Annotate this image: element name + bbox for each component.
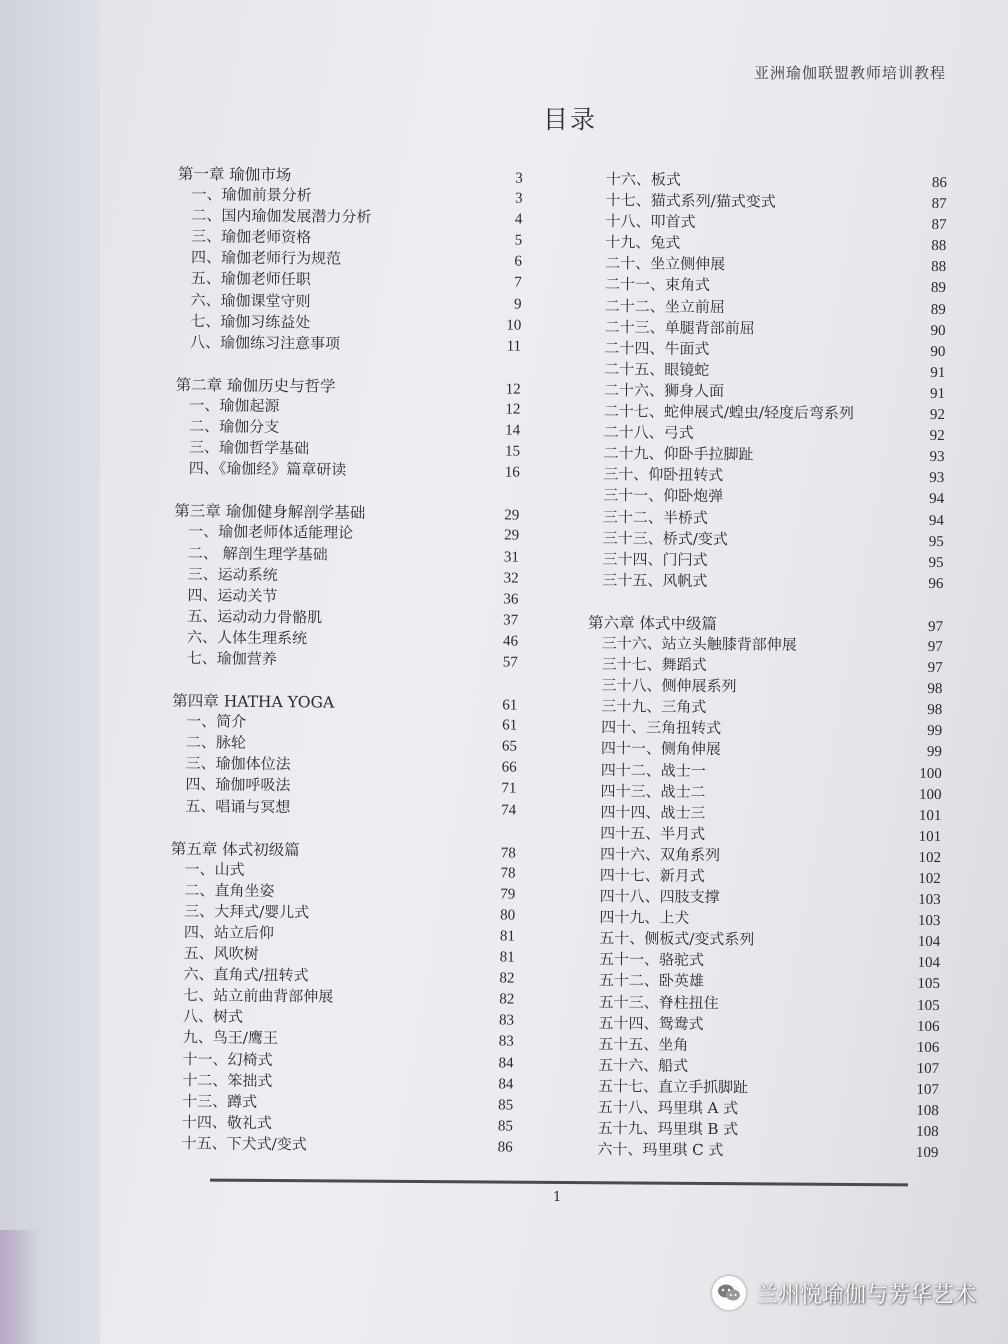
toc-entry-title: 二、国内瑜伽发展潜力分析 [191,206,372,227]
toc-entry-title: 三十七、舞蹈式 [601,655,707,675]
toc-entry-title: 三十、仰卧扭转式 [603,465,724,485]
toc-entry-page: 71 [501,780,517,798]
toc-entry-title: 五十一、骆驼式 [599,950,705,970]
toc-entry-title: 第二章 瑜伽历史与哲学 [175,375,336,396]
toc-entry-page: 86 [931,174,947,192]
toc-entry [592,168,947,192]
toc-entry-title: 十八、叩首式 [605,212,696,232]
toc-entry [173,647,518,672]
toc-entry-page: 89 [930,301,946,318]
toc-entry [584,1033,939,1057]
toc-entry-page: 78 [500,845,516,862]
toc-entry-page: 100 [919,765,942,782]
toc-entry-title: 四十七、新月式 [599,866,705,886]
toc-entry-title: 三、大拜式/婴儿式 [184,902,310,922]
toc-entry-page: 80 [500,907,516,924]
toc-entry-page: 96 [928,575,944,592]
toc-entry-title: 五十八、玛里琪 A 式 [597,1098,739,1118]
toc-entry-title: 二十七、蛇伸展式/蝗虫/轻度后弯系列 [603,402,855,423]
toc-entry-page: 88 [931,238,947,255]
toc-entry [587,737,942,761]
toc-entry-page: 90 [930,322,946,339]
toc-entry-title: 十五、下犬式/变式 [181,1134,307,1154]
toc-entry-title: 十二、笨拙式 [182,1070,273,1090]
toc-entry-title: 第三章 瑜伽健身解剖学基础 [174,502,366,523]
toc-entry-page: 3 [515,170,523,187]
toc-entry [586,780,941,804]
toc-entry [587,759,942,783]
toc-entry-page: 3 [515,190,523,207]
toc-entry-page: 6 [514,253,523,270]
toc-entry-page: 94 [928,512,945,529]
toc-entry-title: 四十二、战士一 [600,760,706,780]
toc-entry-page: 4 [514,211,523,228]
toc-entry-title: 一、瑜伽老师体适能理论 [188,522,354,543]
toc-entry-page: 106 [916,1018,940,1035]
toc-entry [591,316,946,340]
toc-entry-page: 108 [916,1102,939,1120]
spine-shadow [0,1230,40,1344]
toc-entry-title: 二、瑜伽分支 [189,417,280,437]
running-header: 亚洲瑜伽联盟教师培训教程 [753,64,946,82]
toc-entry [591,231,946,255]
toc-entry-page: 14 [505,422,521,439]
toc-entry-title: 四、《瑜伽经》篇章研读 [188,459,347,479]
toc-entry [590,337,945,361]
toc-entry-page: 84 [498,1076,514,1093]
toc-entry-page: 101 [918,807,942,824]
toc-entry-page: 61 [502,697,518,714]
toc-entry [586,801,941,825]
toc-entry-title: 四十五、半月式 [600,823,706,843]
watermark-text: 兰州悦瑜伽与芳华艺术 [755,1282,976,1308]
toc-entry-page: 32 [503,570,519,587]
toc-entry-page: 31 [503,548,519,566]
toc-entry-page: 29 [504,507,520,524]
toc-entry-page: 108 [916,1123,939,1141]
toc-entry-page: 82 [499,970,515,987]
toc-entry-page: 37 [503,612,519,629]
toc-entry [589,442,944,466]
toc-entry-title: 九、鸟王/鹰王 [182,1028,278,1048]
toc-entry [168,1132,513,1157]
toc-entry-page: 105 [917,976,940,993]
toc-entry-title: 十六、板式 [605,170,681,189]
toc-entry-title: 第六章 体式中级篇 [587,613,718,633]
toc-entry-title: 二十一、束角式 [604,275,711,295]
toc-entry-title: 二十六、狮身人面 [603,381,725,401]
toc-entry-title: 二、直角坐姿 [184,880,275,900]
toc-entry-title: 二十四、牛面式 [604,338,710,358]
toc-entry-title: 六、瑜伽课堂守则 [190,290,311,310]
toc-entry-title: 五十二、卧英雄 [598,971,704,991]
toc-entry-title: 四十六、双角系列 [599,845,721,865]
toc-entry-page: 89 [930,280,947,297]
toc-entry-title: 二十三、单腿背部前屈 [604,317,755,338]
toc-entry-title: 四十八、四肢支撑 [599,887,720,907]
toc-entry-title: 十七、猫式系列/猫式变式 [605,191,776,211]
toc-entry-page: 93 [929,449,945,466]
toc-entry-title: 五十九、玛里琪 B 式 [597,1119,739,1139]
toc-entry [586,822,941,846]
toc-entry-title: 七、站立前曲背部伸展 [183,986,334,1006]
toc-entry-page: 91 [930,364,946,381]
toc-entry-title: 三、运动系统 [187,564,278,584]
footer-rule [210,1179,908,1187]
toc-entry-title: 四、瑜伽呼吸法 [185,775,291,795]
toc-entry-title: 三十三、桥式/变式 [602,528,728,548]
toc-entry-title: 二十九、仰卧手拉脚趾 [603,444,754,464]
toc-entry-page: 88 [931,259,947,276]
toc-entry-title: 十一、幻椅式 [182,1049,273,1069]
toc-entry-page: 102 [918,870,941,888]
toc-entry-title: 一、简介 [186,712,247,731]
toc-entry-title: 八、瑜伽练习注意事项 [190,332,341,353]
toc-entry-title: 六、直角式/扭转式 [183,965,309,985]
toc-entry-page: 15 [504,443,521,460]
toc-entry-title: 四、运动关节 [187,585,278,605]
toc-entry-title: 五、唱诵与冥想 [185,796,291,816]
toc-entry-title: 四十九、上犬 [599,908,690,928]
toc-entry-page: 12 [505,381,521,398]
toc-entry-page: 11 [506,338,522,355]
toc-entry-page: 106 [916,1039,940,1056]
toc-entry-page: 105 [917,997,940,1014]
toc-entry [587,716,942,740]
toc-right-column [583,168,947,1162]
toc-entry-title: 二、 解剖生理学基础 [187,543,328,564]
toc-entry-page: 74 [501,801,517,819]
watermark [712,1276,976,1310]
toc-entry-page: 57 [502,654,518,671]
toc-entry-page: 94 [929,491,945,508]
page-number: 1 [553,1190,562,1205]
toc-entry-page: 81 [499,928,515,945]
toc-entry-page: 103 [917,913,941,930]
toc-entry-page: 98 [927,681,943,698]
toc-entry [590,400,945,424]
toc-entry [588,632,943,656]
toc-entry [585,991,940,1015]
toc-entry-title: 第四章 HATHA YOGA [172,692,335,712]
toc-entry-page: 12 [505,401,521,418]
toc-entry-page: 87 [931,196,947,213]
toc-entry-page: 97 [927,660,943,677]
toc-entry-title: 四十三、战士二 [600,781,706,801]
toc-entry [588,569,943,593]
toc-entry-page: 66 [501,759,517,776]
toc-entry-title: 二十五、眼镜蛇 [604,359,710,379]
toc-entry-title: 三、瑜伽哲学基础 [188,438,310,458]
toc-entry [590,379,945,403]
toc-entry-page: 81 [499,949,515,966]
toc-entry-title: 五十、侧板式/变式系列 [599,929,755,949]
toc-entry-page: 61 [502,717,518,734]
toc-entry-title: 第一章 瑜伽市场 [177,164,292,185]
toc-entry-page: 101 [918,828,942,845]
toc-entry-page: 85 [497,1118,514,1135]
toc-entry-title: 第五章 体式初级篇 [170,839,300,859]
toc-entry-page: 99 [926,744,942,761]
toc-entry-title: 四十、三角扭转式 [601,718,722,738]
toc-entry [590,358,945,382]
toc-entry-page: 46 [502,633,519,650]
toc-entry-title: 三十五、风帆式 [602,570,708,590]
toc-entry-title: 六十、玛里琪 C 式 [597,1140,724,1160]
toc-entry-title: 八、树式 [182,1007,244,1027]
toc-entry-page: 109 [915,1145,939,1162]
toc-entry [586,843,941,867]
toc-entry [583,1138,938,1162]
toc-entry-page: 36 [503,591,519,608]
toc-entry [592,189,947,213]
toc-entry [584,1075,939,1099]
toc-entry [587,695,942,719]
toc-entry-page: 78 [500,865,516,882]
toc-entry-page: 9 [513,296,522,313]
toc-entry-page: 29 [504,527,520,544]
toc-entry-title: 十九、兔式 [605,233,681,253]
toc-entry-page: 83 [498,1012,515,1029]
toc-entry-page: 90 [930,343,946,360]
page-title: 目录 [542,105,597,134]
toc-entry-page: 95 [928,533,944,550]
toc-entry-title: 五、风吹树 [183,944,259,963]
toc-entry-page: 97 [927,618,944,635]
toc-entry-title: 五十五、坐角 [598,1034,689,1054]
toc-entry-title: 三十八、侧伸展系列 [601,676,737,696]
toc-entry-title: 七、瑜伽营养 [186,649,277,669]
toc-entry-page: 79 [500,886,516,903]
toc-entry-page: 95 [928,554,944,571]
toc-entry-title: 五十三、脊柱扭住 [598,992,719,1012]
toc-entry-title: 四、站立后仰 [183,923,275,943]
toc-entry [591,252,946,276]
toc-entry-page: 87 [931,217,947,234]
toc-entry-page: 103 [918,891,941,909]
toc-entry [584,1096,939,1120]
toc-chapter-entry [588,611,943,635]
toc-entry-page: 107 [916,1081,940,1099]
toc-entry-title: 三、瑜伽体位法 [185,754,291,774]
toc-entry-title: 三十一、仰卧炮弹 [603,486,724,506]
toc-entry-title: 一、瑜伽起源 [189,396,280,416]
toc-entry-page: 86 [497,1139,513,1156]
toc-entry [587,674,942,698]
toc-entry-title: 三、瑜伽老师资格 [191,227,312,247]
toc-entry [584,1054,939,1078]
toc-entry-title: 三十六、站立头触膝背部伸展 [601,634,797,654]
toc-entry [175,457,520,482]
toc-entry [176,331,521,356]
toc-entry-title: 五十六、船式 [598,1055,689,1075]
toc-entry-page: 93 [929,470,945,487]
toc-entry-page: 104 [917,955,941,972]
toc-entry-title: 三十四、门闩式 [602,549,708,569]
toc-entry-page: 104 [917,934,941,951]
toc-entry-title: 四十一、侧角伸展 [600,739,722,759]
toc-entry-page: 91 [929,385,946,403]
toc-entry [584,1012,939,1036]
toc-entry-title: 四、瑜伽老师行为规范 [190,248,342,269]
toc-entry-page: 83 [498,1033,514,1051]
toc-entry-page: 65 [501,738,517,755]
toc-entry [586,864,941,888]
toc-entry [591,210,946,234]
toc-entry-page: 82 [499,991,515,1008]
toc-entry-title: 三十九、三角式 [601,697,707,717]
toc-entry-page: 7 [514,274,522,292]
wechat-icon [712,1276,746,1310]
toc-entry-title: 五、运动动力骨骼肌 [187,606,323,627]
toc-entry-page: 99 [927,723,943,740]
toc-entry-title: 六、人体生理系统 [186,627,308,648]
toc-left-column [168,162,523,1157]
toc-entry [591,273,946,297]
toc-entry-page: 85 [498,1097,514,1114]
toc-entry-title: 四十四、战士三 [600,802,706,822]
toc-entry [588,653,943,677]
toc-entry-title: 二十二、坐立前屈 [604,296,725,316]
toc-entry-title: 十四、敬礼式 [181,1112,273,1132]
toc-entry-title: 十三、蹲式 [182,1091,258,1111]
toc-entry [584,1117,939,1141]
toc-entry-page: 84 [498,1054,514,1072]
toc-entry-page: 97 [927,638,943,656]
toc-entry-title: 二、脉轮 [185,733,247,752]
toc-entry-title: 一、山式 [184,859,245,879]
toc-entry-page: 98 [927,702,943,719]
toc-entry-page: 107 [916,1060,940,1077]
toc-entry-title: 五、瑜伽老师任职 [190,269,311,289]
toc-entry-page: 10 [506,317,522,334]
toc-entry-title: 二十八、弓式 [603,423,694,443]
toc-entry-title: 一、瑜伽前景分析 [191,185,312,205]
toc-entry-page: 100 [918,786,942,803]
toc-entry-title: 二十、坐立侧伸展 [605,254,726,274]
toc-entry [590,421,945,445]
toc-entry-page: 92 [929,428,945,445]
toc-entry [171,794,516,819]
toc-entry-page: 16 [504,464,520,481]
toc-entry-page: 5 [514,232,523,249]
toc-entry [591,295,946,319]
toc-entry-title: 五十四、鸳鸯式 [598,1013,704,1033]
page-edge [0,0,100,1344]
toc-entry-page: 102 [918,849,942,866]
toc-entry-title: 五十七、直立手抓脚趾 [597,1077,749,1097]
toc-entry-page: 92 [929,406,945,424]
toc-entry-title: 三十二、半桥式 [602,507,709,527]
toc-entry-title: 七、瑜伽习练益处 [190,311,311,332]
